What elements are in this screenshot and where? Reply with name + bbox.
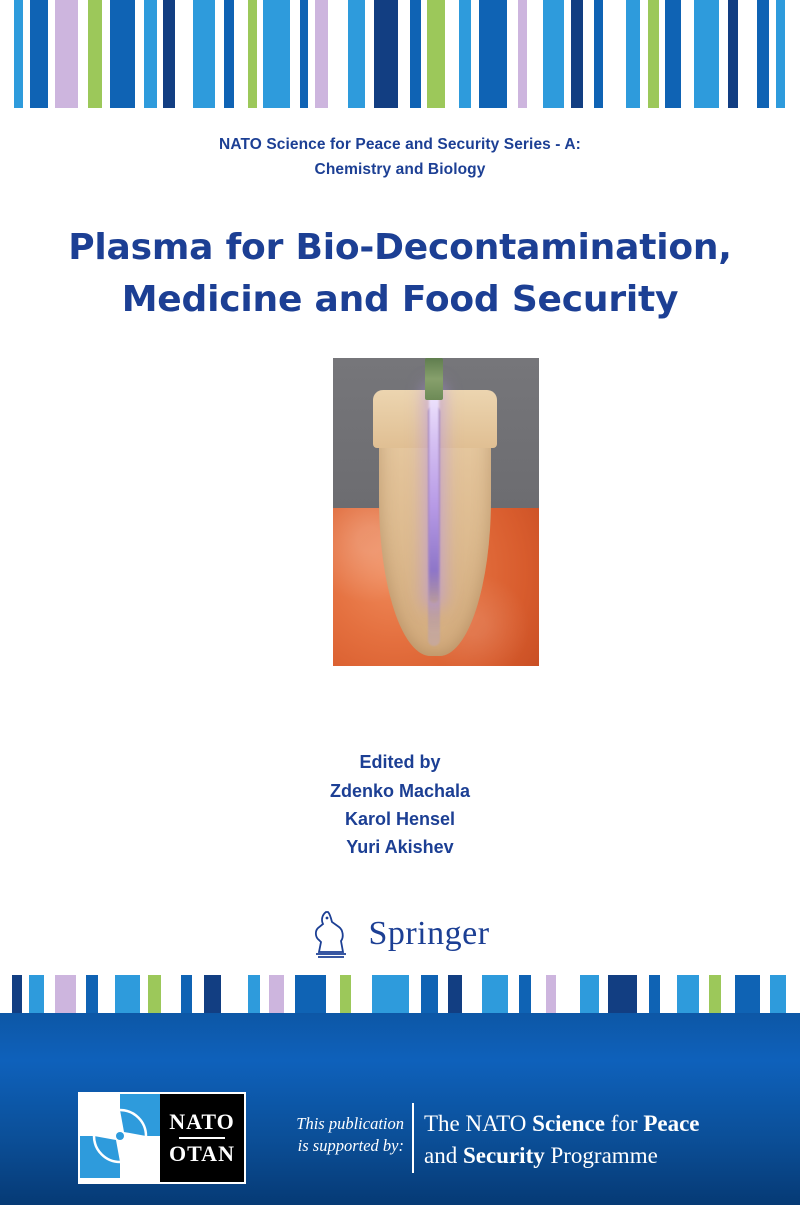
decorative-stripe [482, 975, 509, 1013]
decorative-stripe [757, 0, 769, 108]
decorative-stripe [719, 0, 728, 108]
decorative-stripe [649, 975, 660, 1013]
decorative-stripe [760, 975, 771, 1013]
nato-label-top: NATO [169, 1109, 235, 1134]
decorative-stripe [462, 975, 481, 1013]
publisher-name: Springer [368, 915, 490, 952]
decorative-stripe [770, 975, 786, 1013]
decorative-stripe [583, 0, 594, 108]
decorative-stripe [728, 0, 738, 108]
decorative-stripe [192, 975, 204, 1013]
decorative-stripe [248, 975, 260, 1013]
decorative-stripe [721, 975, 736, 1013]
decorative-stripe [55, 975, 77, 1013]
programme-text-c: for [604, 1111, 644, 1136]
decorative-stripe [115, 975, 139, 1013]
decorative-stripe [22, 975, 29, 1013]
decorative-stripe [161, 975, 180, 1013]
decorative-stripe [448, 975, 463, 1013]
series-title-line2: Chemistry and Biology [314, 161, 486, 178]
decorative-stripe [181, 975, 192, 1013]
decorative-stripe [409, 975, 421, 1013]
decorative-stripe [660, 975, 677, 1013]
page-title-line2: Medicine and Food Security [121, 279, 679, 320]
decorative-stripe [326, 975, 339, 1013]
nato-wordmark [160, 1094, 244, 1182]
decorative-stripe [519, 975, 531, 1013]
programme-line2 [424, 1140, 774, 1172]
page-title [0, 222, 800, 326]
decorative-stripe [12, 975, 22, 1013]
decorative-stripe [427, 0, 445, 108]
decorative-stripe [110, 0, 135, 108]
decorative-stripe [340, 975, 351, 1013]
decorative-stripe [471, 0, 479, 108]
decorative-stripe [694, 0, 719, 108]
programme-line1 [424, 1108, 774, 1140]
footer-divider [412, 1103, 414, 1173]
decorative-stripe [269, 975, 284, 1013]
decorative-stripe [599, 975, 608, 1013]
decorative-stripe [785, 0, 799, 108]
support-statement [264, 1113, 404, 1157]
decorative-stripe [594, 0, 603, 108]
programme-text-a: The NATO [424, 1111, 533, 1136]
decorative-stripe [0, 0, 14, 108]
decorative-stripe [260, 975, 270, 1013]
decorative-stripe [546, 975, 556, 1013]
decorative-stripe [234, 0, 248, 108]
decorative-stripe [98, 975, 115, 1013]
publisher-logo [0, 908, 800, 960]
decorative-stripe [248, 0, 257, 108]
decorative-stripe [776, 0, 785, 108]
editor-name: Yuri Akishev [346, 837, 454, 857]
support-statement-line2: is supported by: [297, 1136, 404, 1155]
editor-name: Karol Hensel [344, 809, 456, 829]
nato-wordmark-divider [179, 1137, 225, 1139]
decorative-stripe [603, 0, 625, 108]
decorative-stripe [290, 0, 300, 108]
photo-electrode [425, 358, 443, 400]
programme-text-f: Security [462, 1143, 545, 1168]
decorative-stripe [221, 975, 248, 1013]
decorative-stripe [479, 0, 508, 108]
nato-programme-name [424, 1108, 774, 1172]
decorative-stripe [508, 975, 519, 1013]
editors-block [0, 748, 800, 861]
decorative-stripe [738, 0, 756, 108]
nato-label-bottom: OTAN [169, 1141, 235, 1166]
editor-name: Zdenko Machala [329, 781, 471, 801]
decorative-stripe [348, 0, 364, 108]
decorative-stripe [637, 975, 649, 1013]
decorative-stripe [224, 0, 234, 108]
edited-by-label: Edited by [359, 752, 441, 772]
decorative-stripe [365, 0, 374, 108]
programme-text-d: Peace [643, 1111, 700, 1136]
decorative-stripe [769, 0, 776, 108]
decorative-stripe [55, 0, 77, 108]
decorative-stripe [148, 975, 161, 1013]
decorative-stripe [410, 0, 420, 108]
decorative-stripe [44, 975, 55, 1013]
decorative-stripe [300, 0, 308, 108]
decorative-stripe [175, 0, 193, 108]
decorative-stripe [76, 975, 86, 1013]
decorative-stripe [571, 0, 583, 108]
decorative-stripe [30, 0, 48, 108]
decorative-stripe [681, 0, 694, 108]
decorative-stripe [786, 975, 799, 1013]
decorative-stripe [135, 0, 144, 108]
series-title-line1: NATO Science for Peace and Security Series - A: [219, 136, 581, 153]
decorative-stripe [398, 0, 410, 108]
decorative-stripe [144, 0, 157, 108]
decorative-stripe [421, 975, 438, 1013]
decorative-stripe [86, 975, 98, 1013]
decorative-stripe [518, 0, 527, 108]
decorative-stripe [640, 0, 648, 108]
decorative-stripe [48, 0, 55, 108]
decorative-stripe [445, 0, 459, 108]
cover-photo [333, 358, 539, 666]
decorative-stripe [665, 0, 681, 108]
top-stripe-band [0, 0, 800, 108]
support-statement-line1: This publication [296, 1114, 404, 1133]
springer-knight-icon [310, 908, 352, 960]
decorative-stripe [626, 0, 640, 108]
decorative-stripe [543, 0, 563, 108]
decorative-stripe [556, 975, 580, 1013]
nato-logo [78, 1092, 246, 1184]
decorative-stripe [78, 0, 88, 108]
nato-compass-icon [80, 1094, 160, 1178]
decorative-stripe [608, 975, 637, 1013]
decorative-stripe [459, 0, 470, 108]
decorative-stripe [507, 0, 517, 108]
programme-text-b: Science [532, 1111, 605, 1136]
decorative-stripe [0, 975, 12, 1013]
decorative-stripe [140, 975, 149, 1013]
decorative-stripe [372, 975, 408, 1013]
decorative-stripe [648, 0, 658, 108]
decorative-stripe [295, 975, 327, 1013]
decorative-stripe [709, 975, 721, 1013]
bottom-stripe-band [0, 975, 800, 1013]
photo-plasma-jet [429, 388, 439, 603]
decorative-stripe [677, 975, 699, 1013]
decorative-stripe [438, 975, 448, 1013]
decorative-stripe [88, 0, 102, 108]
series-title [0, 132, 800, 182]
decorative-stripe [315, 0, 327, 108]
decorative-stripe [735, 975, 759, 1013]
decorative-stripe [527, 0, 543, 108]
programme-text-g: Programme [544, 1143, 658, 1168]
decorative-stripe [580, 975, 599, 1013]
decorative-stripe [374, 0, 399, 108]
decorative-stripe [102, 0, 110, 108]
decorative-stripe [204, 975, 221, 1013]
decorative-stripe [564, 0, 571, 108]
decorative-stripe [193, 0, 215, 108]
page-title-line1: Plasma for Bio-Decontamination, [68, 227, 732, 268]
decorative-stripe [531, 975, 546, 1013]
decorative-stripe [14, 0, 23, 108]
programme-text-e: and [424, 1143, 463, 1168]
decorative-stripe [284, 975, 295, 1013]
decorative-stripe [163, 0, 174, 108]
decorative-stripe [263, 0, 290, 108]
decorative-stripe [29, 975, 44, 1013]
decorative-stripe [699, 975, 709, 1013]
decorative-stripe [308, 0, 315, 108]
decorative-stripe [328, 0, 348, 108]
decorative-stripe [351, 975, 373, 1013]
decorative-stripe [215, 0, 223, 108]
